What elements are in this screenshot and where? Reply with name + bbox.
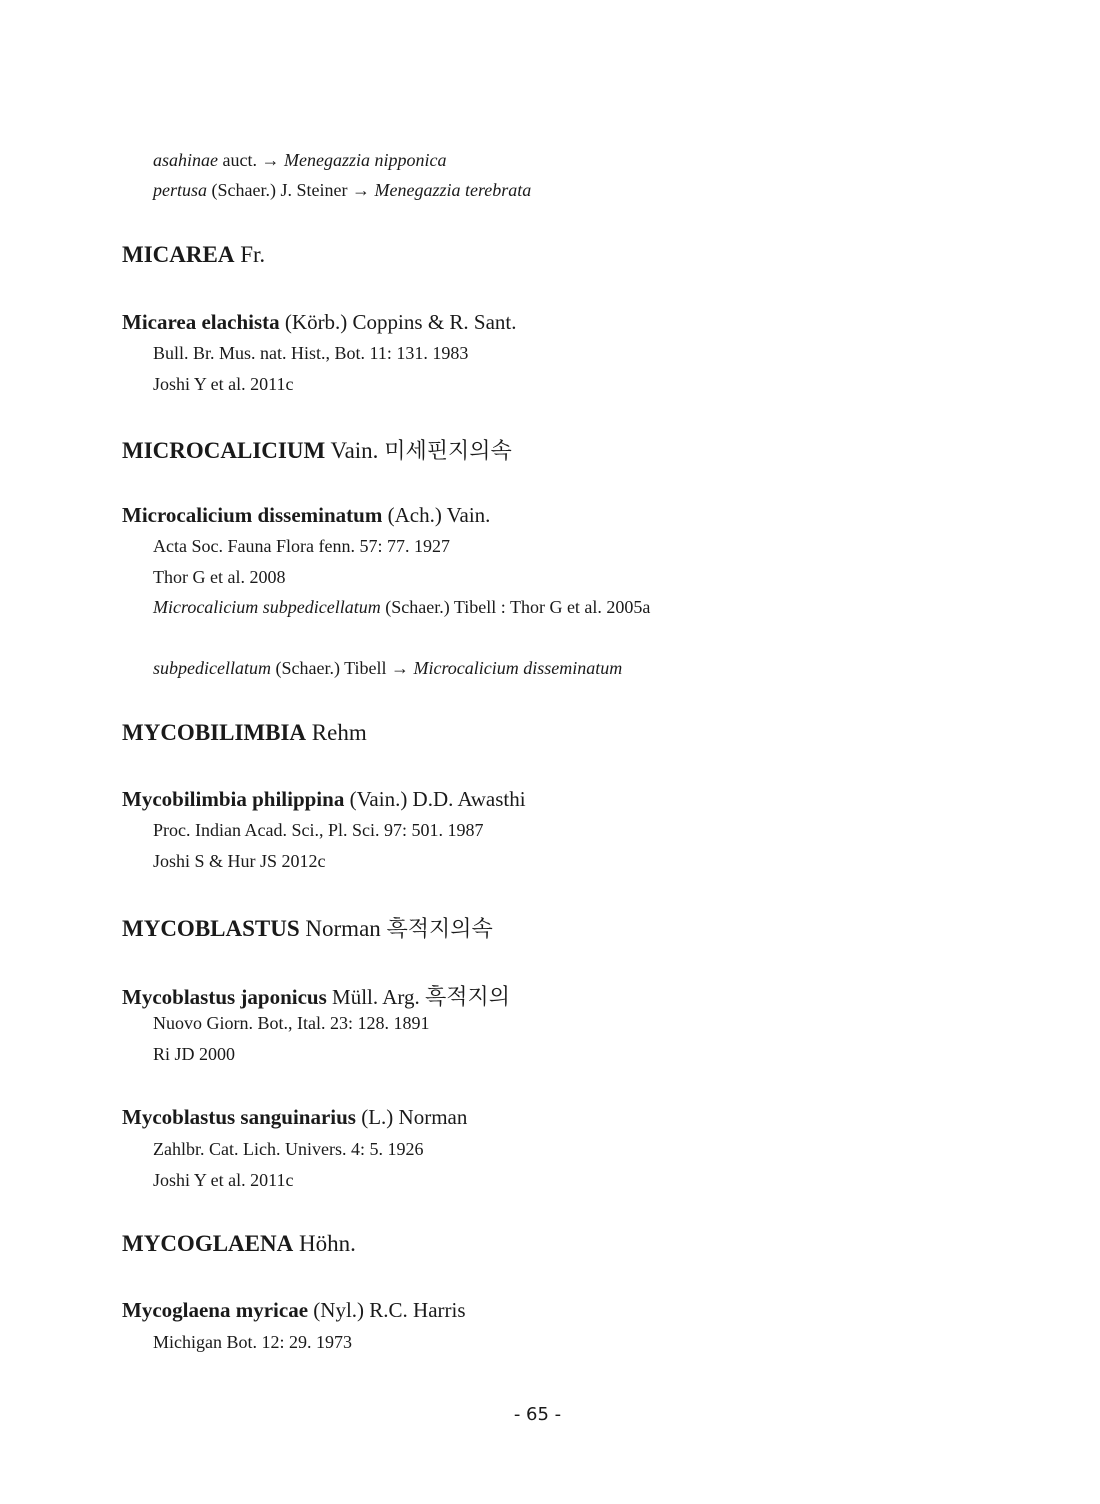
genus-author: Vain. <box>330 438 379 463</box>
genus-name: MYCOBILIMBIA <box>122 720 307 745</box>
species-name: Micarea elachista <box>122 310 280 334</box>
synonym-author: auct. <box>222 150 257 170</box>
species-heading <box>122 787 526 812</box>
genus-author: Norman <box>305 916 381 941</box>
species-heading <box>122 503 490 528</box>
synonym-detail: (Schaer.) Tibell : Thor G et al. 2005a <box>385 597 651 617</box>
species-author: (Ach.) Vain. <box>387 503 491 527</box>
genus-author: Rehm <box>311 720 367 745</box>
species-name: Microcalicium disseminatum <box>122 503 383 527</box>
synonym-line <box>153 150 446 171</box>
species-heading <box>122 310 517 335</box>
reference: Joshi S & Hur JS 2012c <box>153 851 326 871</box>
genus-author: Fr. <box>240 242 266 267</box>
species-name: Mycoglaena myricae <box>122 1298 309 1322</box>
species-author: (Körb.) Coppins & R. Sant. <box>284 310 517 334</box>
synonym-author: (Schaer.) J. Steiner <box>211 180 348 200</box>
citation: Bull. Br. Mus. nat. Hist., Bot. 11: 131. 1983 <box>153 343 469 363</box>
arrow-icon: → <box>261 150 280 170</box>
species-author: (L.) Norman <box>361 1105 468 1129</box>
synonym-epithet: subpedicellatum <box>153 658 271 678</box>
arrow-icon: → <box>390 658 409 678</box>
reference: Thor G et al. 2008 <box>153 567 286 587</box>
synonym-target: Menegazzia nipponica <box>283 150 447 170</box>
genus-korean-name: 흑적지의속 <box>386 917 493 942</box>
citation: Acta Soc. Fauna Flora fenn. 57: 77. 1927 <box>153 536 450 556</box>
species-heading <box>122 980 510 1011</box>
species-heading <box>122 1298 466 1323</box>
synonym-name: Microcalicium subpedicellatum <box>153 597 381 617</box>
species-author: Müll. Arg. <box>332 985 420 1009</box>
synonym-line <box>153 180 531 201</box>
species-name: Mycoblastus japonicus <box>122 985 327 1009</box>
synonym-epithet: pertusa <box>153 180 207 200</box>
reference: Joshi Y et al. 2011c <box>153 1170 294 1190</box>
genus-name: MYCOBLASTUS <box>122 916 300 941</box>
reference: Joshi Y et al. 2011c <box>153 374 294 394</box>
genus-name: MICAREA <box>122 242 235 267</box>
citation: Nuovo Giorn. Bot., Ital. 23: 128. 1891 <box>153 1013 430 1033</box>
synonym-epithet: asahinae <box>153 150 218 170</box>
synonym-target: Microcalicium disseminatum <box>413 658 623 678</box>
species-korean-name: 흑적지의 <box>425 985 511 1010</box>
species-name: Mycoblastus sanguinarius <box>122 1105 356 1129</box>
species-author: (Vain.) D.D. Awasthi <box>349 787 526 811</box>
citation: Michigan Bot. 12: 29. 1973 <box>153 1332 352 1352</box>
genus-name: MICROCALICIUM <box>122 438 326 463</box>
citation: Zahlbr. Cat. Lich. Univers. 4: 5. 1926 <box>153 1139 424 1159</box>
citation: Proc. Indian Acad. Sci., Pl. Sci. 97: 501. 1987 <box>153 820 484 840</box>
genus-heading <box>122 242 265 268</box>
genus-author: Höhn. <box>298 1231 356 1256</box>
genus-korean-name: 미세핀지의속 <box>384 439 512 464</box>
synonym-target: Menegazzia terebrata <box>374 180 532 200</box>
species-name: Mycobilimbia philippina <box>122 787 345 811</box>
species-author: (Nyl.) R.C. Harris <box>313 1298 466 1322</box>
genus-heading <box>122 720 367 746</box>
genus-name: MYCOGLAENA <box>122 1231 294 1256</box>
reference: Ri JD 2000 <box>153 1044 236 1064</box>
synonym-reference <box>153 597 650 618</box>
arrow-icon: → <box>351 180 370 200</box>
genus-heading <box>122 1231 356 1257</box>
genus-heading <box>122 912 493 943</box>
synonym-line <box>153 658 622 679</box>
genus-heading <box>122 434 512 465</box>
synonym-author: (Schaer.) Tibell <box>275 658 387 678</box>
species-heading <box>122 1105 467 1130</box>
page-number: - 65 - <box>513 1404 562 1425</box>
